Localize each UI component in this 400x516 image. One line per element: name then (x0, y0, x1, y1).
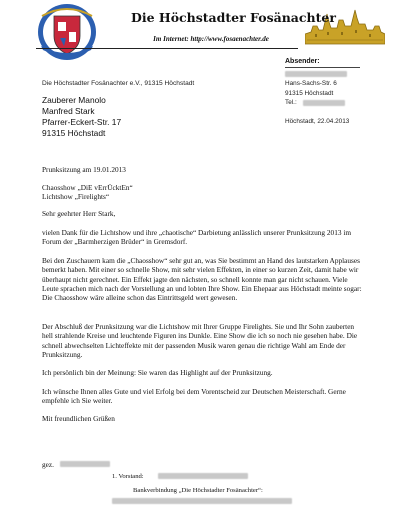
header-rule (36, 48, 298, 49)
club-crest-logo (36, 2, 98, 62)
closing: Mit freundlichen Grüßen (42, 414, 115, 423)
recipient-line-1: Zauberer Manolo (42, 95, 106, 105)
sender-city: 91315 Höchstadt (285, 90, 334, 97)
recipient-line-4: 91315 Höchstadt (42, 128, 106, 138)
paragraph-3: Der Abschluß der Prunksitzung war die Lichtshow mit Ihrer Gruppe Firelights. Sie und Ihr Sohn zauberten hell strahlende Kreise und leuchtende Figuren ins Dunkle. Eine Show die ich so noch nie gesehen habe. Die schnell abwechselten Lichteffekte mit der passenden Musik waren genau die richtige Wahl am Ende der Prunksitzung. (42, 322, 358, 359)
sender-tel-label: Tel.: (285, 99, 297, 106)
board-label: 1. Vorstand: (112, 473, 144, 480)
recipient-line-3: Pfarrer-Eckert-Str. 17 (42, 117, 122, 127)
website-line: Im Internet: http://www.fosaenachter.de (153, 35, 269, 43)
paragraph-2: Bei den Zuschauern kam die „Chaosshow“ sehr gut an, was Sie bestimmt an Hand des lautstarken Applauses bemerkt haben. Mit einer so schnelle Show, mit sehr vielen Effekten, in einer so kurzen Zeit, damit habe wir überhaupt nicht gerechnet. Ein Effekt jagte den nächsten, so schnell konnte man gar nicht schauen. Viele Leute sprachen mich nach der Vorstellung an und lobten Ihre Show. Ein Ehepaar aus Höchstadt meinte sogar: Die Chaosshow wäre alleine schon das Eintrittsgeld wert gewesen. (42, 256, 362, 303)
paragraph-5: Ich wünsche Ihnen alles Gute und viel Erfolg bei dem Vorentscheid zur Deutschen Meisterschaft. Gerne empfehle ich Sie weiter. (42, 387, 346, 406)
paragraph-4: Ich persönlich bin der Meinung: Sie waren das Highlight auf der Prunksitzung. (42, 368, 273, 377)
signature-label: gez. (42, 460, 54, 469)
organization-name: Die Höchstadter Fosänachter (131, 10, 336, 25)
redacted-board-members (158, 473, 248, 479)
bank-details-label: Bankverbindung „Die Höchstadter Fosänachter“: (133, 487, 263, 494)
show-title-2: Lichtshow „Firelights“ (42, 192, 110, 201)
redacted-phone (303, 100, 345, 106)
subject-line: Prunksitzung am 19.01.2013 (42, 165, 126, 174)
paragraph-1: vielen Dank für die Lichtshow und ihre „chaotische“ Darbietung anlässlich unserer Prunksitzung 2013 im Forum der „Barmherzigen Brüder“ in Gremsdorf. (42, 228, 352, 247)
letter-date: Höchstadt, 22.04.2013 (285, 118, 350, 125)
show-title-1: Chaosshow „DiE vErrÜcktEn“ (42, 183, 133, 192)
redacted-sender-name (285, 71, 347, 77)
return-address-line: Die Höchstadter Fosänachter e.V., 91315 Höchstadt (42, 80, 195, 87)
salutation: Sehr geehrter Herr Stark, (42, 209, 116, 218)
sender-street: Hans-Sachs-Str. 6 (285, 80, 337, 87)
redacted-signature-name (60, 461, 110, 467)
sender-block-title: Absender: (285, 58, 320, 65)
redacted-bank-details (112, 498, 292, 504)
recipient-line-2: Manfred Stark (42, 106, 95, 116)
sender-block-rule (285, 67, 360, 68)
